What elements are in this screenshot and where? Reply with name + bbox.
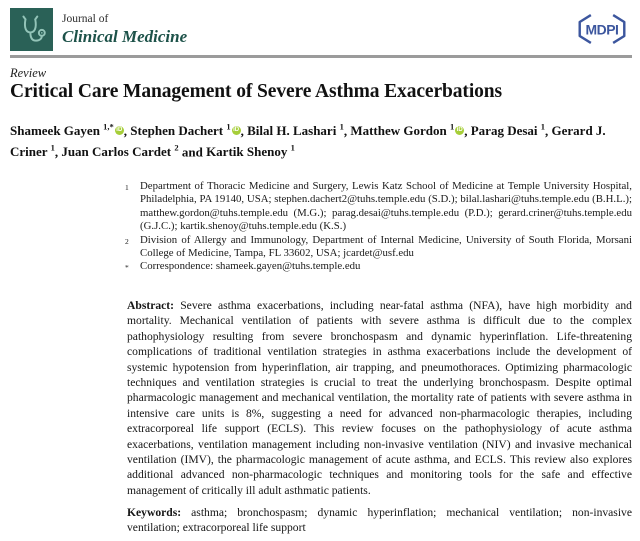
abstract-text: Severe asthma exacerbations, including near-fatal asthma (NFA), have high morbidity and mortality. Mechanical ventilation of patients with severe asthma is difficult due to the complex pathophysiology resulting from severe bronchospasm and dynamic hyperinflation. Life-threatening complications of traditional ventilation strategies in asthma exacerbations include the development of systemic hypotension from hyperinflation, air trapping, and pneumothoraces. Optimizing pharmacologic techniques and ventilation strategies is crucial to treat the underlying bronchospasm. Despite optimal pharmacologic management and mechanical ventilation, the mortality rate of patients with severe asthma in intensive care units is 8%, suggesting a need for advanced non-pharmacologic therapies, including extracorporeal life support (ECLS). This review focuses on the pathophysiology of acute asthma exacerbations, ventilation management including non-invasive ventilation (NIV) and invasive mechanical ventilation (IMV), the pharmacologic management of acute asthma, and ECLS. This review also explores additional advanced non-pharmacologic techniques and monitoring tools for the safe and effective management of critically ill adult asthmatic patients. (127, 299, 632, 497)
orcid-icon[interactable]: iD (456, 127, 463, 134)
author: Kartik Shenoy $^1$ (206, 142, 295, 160)
affiliation-list (125, 180, 632, 275)
affiliation-row (125, 234, 632, 261)
keywords-label: Keywords: (127, 506, 182, 519)
orcid-icon[interactable]: iD (233, 127, 240, 134)
affiliation-row (125, 180, 632, 234)
article-title: Critical Care Management of Severe Asthma Exacerbations (10, 81, 503, 102)
keywords-text: asthma; bronchospasm; dynamic hyperinflation; mechanical ventilation; non-invasive ventilation; extracorporeal life support (127, 506, 632, 535)
mdpi-logo[interactable] (576, 13, 628, 45)
article-type-label: Review (10, 66, 47, 80)
author: Matthew Gordon $^1$ iD (350, 122, 463, 139)
author: Shameek Gayen $^{1,*}$ iD (10, 122, 123, 139)
abstract (127, 298, 632, 498)
mdpi-wordmark: MDPI (585, 21, 619, 38)
stethoscope-icon (14, 12, 50, 48)
affiliation-marker: 1 (125, 183, 129, 192)
author: Gerard J. Criner $^1$ (10, 123, 606, 160)
journal-title-block (62, 13, 187, 46)
affiliation-text: Department of Thoracic Medicine and Surgery, Lewis Katz School of Medicine at Temple University Hospital, Philadelphia, PA 19140, USA; stephen.dachert2@tuhs.temple.edu (S.D.); bilal.lashari@tuhs.temple.edu (B.H.L.); matthew.gordon@tuhs.temple.edu (M.G.); parag.desai@tuhs.temple.edu (P.D.); gerard.criner@tuhs.temple.edu (G.J.C.); kartik.shenoy@tuhs.temple.edu (K.S.) (140, 180, 632, 233)
journal-logo[interactable] (10, 8, 53, 51)
author: Stephen Dachert $^1$ iD (130, 122, 240, 139)
abstract-label: Abstract: (127, 299, 175, 312)
header-divider (10, 55, 632, 58)
orcid-icon[interactable]: iD (116, 127, 123, 134)
affiliation-row (125, 260, 632, 274)
journal-prefix: Journal of (62, 13, 109, 25)
affiliation-marker: 2 (125, 236, 129, 246)
affiliation-marker: * (125, 263, 129, 273)
affiliation-text: Division of Allergy and Immunology, Department of Internal Medicine, University of South Florida, Morsani College of Medicine, Tampa, FL 33602, USA; jcardet@usf.edu (140, 233, 632, 260)
affiliation-text: Correspondence: shameek.gayen@tuhs.temple.edu (140, 260, 361, 273)
journal-name: Clinical Medicine (62, 26, 188, 46)
author: Parag Desai $^1$ (470, 122, 546, 139)
keywords (127, 505, 632, 536)
author: Bilal H. Lashari $^1$ (247, 122, 344, 139)
author: Juan Carlos Cardet $^2$ (61, 142, 179, 160)
author-list: Shameek Gayen $^{1,*}$ iD , Stephen Dachert $^1$ iD , Bilal H. Lashari $^1$, Matthew Gordon $^1$ iD , Parag Desai $^1$, Gerard J. Criner $^1$, Juan Carlos Cardet $^2$ and Kartik Shenoy $^1$ (10, 122, 606, 160)
